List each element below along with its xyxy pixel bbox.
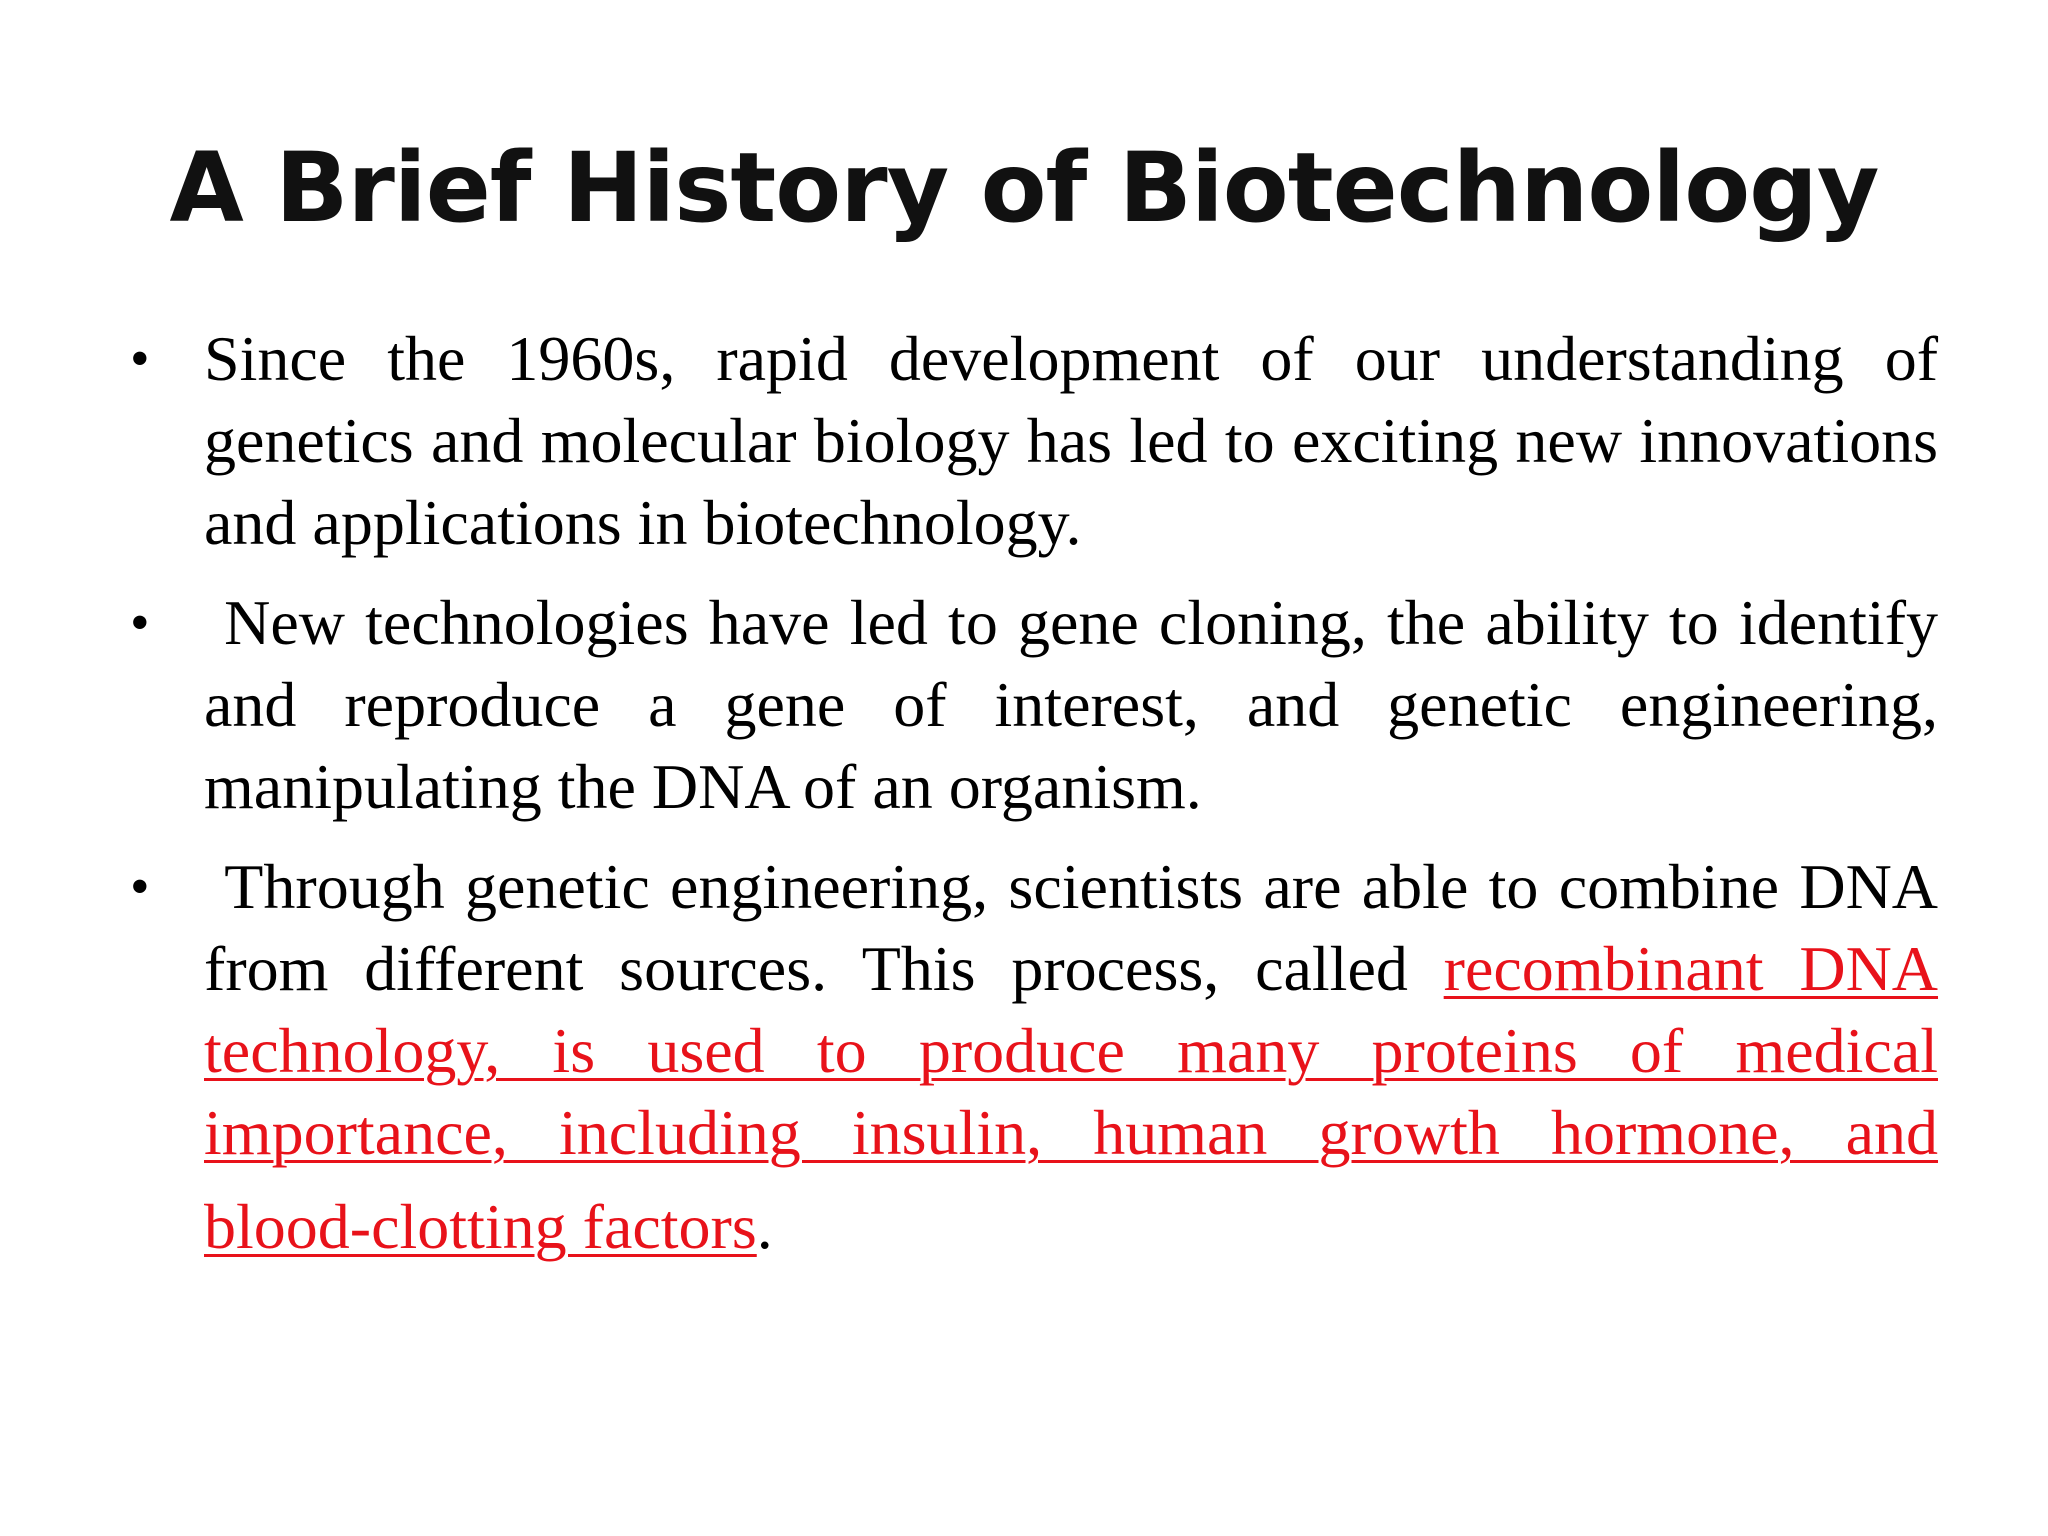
bullet-item-3	[118, 846, 1954, 1268]
highlighted-text-end: blood-clotting factors	[204, 1191, 757, 1262]
slide-title: A Brief History of Biotechnology	[169, 132, 1879, 244]
bullet-icon: •	[130, 856, 150, 918]
bullet-item-1	[118, 318, 1938, 564]
bullet-text: Through genetic engineering, scientists are able to combine DNA from different sources. This process, called	[204, 851, 1954, 1004]
highlighted-text: recombinant DNA technology, is used to produce many proteins of medical importance, including insulin, human growth hormone, and	[204, 933, 1939, 1168]
bullet-item-2	[118, 582, 1955, 828]
bullet-text: Since the 1960s, rapid development of our understanding of genetics and molecular biology has led to exciting new innovations and applications in biotechnology.	[204, 323, 1938, 558]
trailing-period: .	[756, 1191, 773, 1262]
bullet-text: New technologies have led to gene cloning, the ability to identify and reproduce a gene of interest, and genetic engineering, manipulating the DNA of an organism.	[204, 587, 1955, 822]
bullet-icon: •	[130, 328, 150, 390]
bullet-icon: •	[130, 592, 150, 654]
last-line	[204, 1186, 773, 1268]
bullet-list	[118, 318, 1955, 1286]
